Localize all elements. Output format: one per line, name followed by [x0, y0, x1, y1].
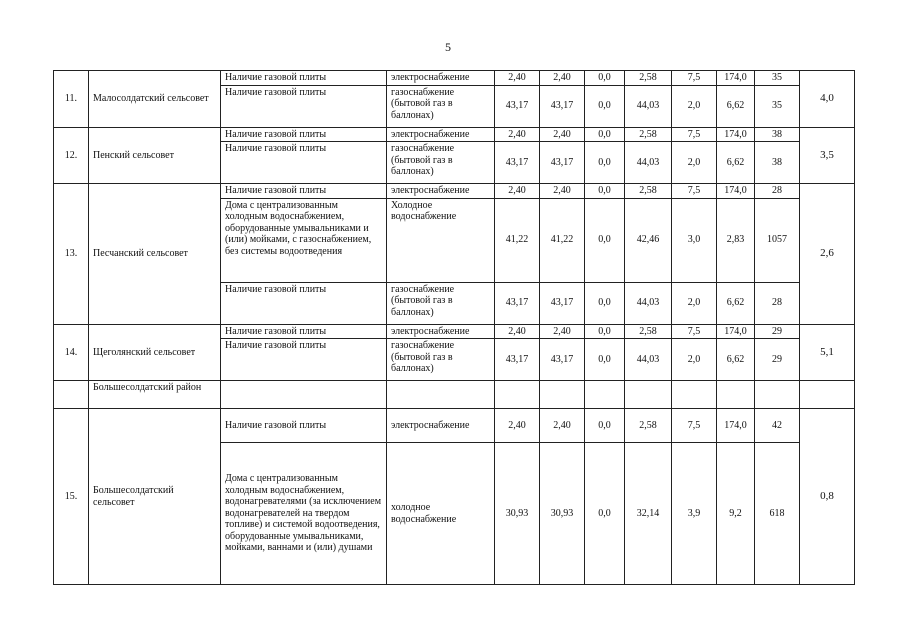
service-type: электроснабжение	[387, 71, 495, 86]
value-cell: 174,0	[717, 184, 755, 199]
value-cell: 618	[755, 443, 800, 585]
coefficient: 2,6	[800, 184, 855, 325]
value-cell: 2,40	[540, 184, 585, 199]
value-cell: 2,40	[540, 324, 585, 339]
service-type: газоснабжение (бытовой газ в баллонах)	[387, 85, 495, 127]
value-cell: 174,0	[717, 324, 755, 339]
value-cell: 174,0	[717, 127, 755, 142]
value-cell: 28	[755, 184, 800, 199]
value-cell: 42	[755, 409, 800, 443]
table-row	[54, 184, 855, 199]
service-type: Холодное водоснабжение	[387, 198, 495, 282]
row-number: 14.	[54, 324, 89, 381]
house-type: Наличие газовой плиты	[221, 142, 387, 184]
value-cell: 38	[755, 142, 800, 184]
value-cell: 0,0	[585, 339, 625, 381]
coefficient: 4,0	[800, 71, 855, 128]
value-cell: 0,0	[585, 184, 625, 199]
value-cell: 6,62	[717, 339, 755, 381]
value-cell: 9,2	[717, 443, 755, 585]
value-cell: 2,58	[625, 127, 672, 142]
value-cell: 2,58	[625, 71, 672, 86]
value-cell: 2,40	[495, 184, 540, 199]
value-cell: 41,22	[540, 198, 585, 282]
table-row	[54, 381, 855, 409]
tariff-table	[53, 70, 855, 585]
value-cell: 0,0	[585, 324, 625, 339]
value-cell: 35	[755, 71, 800, 86]
value-cell: 30,93	[495, 443, 540, 585]
value-cell: 6,62	[717, 85, 755, 127]
value-cell: 2,58	[625, 184, 672, 199]
house-type: Наличие газовой плиты	[221, 127, 387, 142]
value-cell: 3,9	[672, 443, 717, 585]
value-cell: 32,14	[625, 443, 672, 585]
value-cell: 2,0	[672, 142, 717, 184]
coefficient: 0,8	[800, 409, 855, 585]
value-cell: 2,58	[625, 409, 672, 443]
value-cell: 0,0	[585, 282, 625, 324]
page-number: 5	[445, 40, 451, 54]
settlement-name: Большесолдатский сельсовет	[89, 409, 221, 585]
coefficient: 3,5	[800, 127, 855, 184]
service-type: газоснабжение (бытовой газ в баллонах)	[387, 142, 495, 184]
value-cell: 7,5	[672, 127, 717, 142]
service-type: электроснабжение	[387, 127, 495, 142]
settlement-name: Пенский сельсовет	[89, 127, 221, 184]
value-cell: 43,17	[540, 142, 585, 184]
value-cell: 2,0	[672, 85, 717, 127]
house-type: Наличие газовой плиты	[221, 409, 387, 443]
value-cell: 44,03	[625, 282, 672, 324]
value-cell: 44,03	[625, 339, 672, 381]
house-type: Наличие газовой плиты	[221, 324, 387, 339]
value-cell: 2,58	[625, 324, 672, 339]
value-cell: 0,0	[585, 198, 625, 282]
value-cell: 2,40	[540, 127, 585, 142]
district-name: Большесолдатский район	[89, 381, 221, 409]
value-cell: 1057	[755, 198, 800, 282]
value-cell: 0,0	[585, 443, 625, 585]
table-row	[54, 409, 855, 443]
service-type: газоснабжение (бытовой газ в баллонах)	[387, 282, 495, 324]
value-cell: 7,5	[672, 71, 717, 86]
value-cell: 43,17	[540, 85, 585, 127]
value-cell: 0,0	[585, 409, 625, 443]
value-cell: 41,22	[495, 198, 540, 282]
settlement-name: Песчанский сельсовет	[89, 184, 221, 325]
row-number: 11.	[54, 71, 89, 128]
value-cell: 38	[755, 127, 800, 142]
value-cell: 2,40	[495, 71, 540, 86]
house-type: Дома с централизованным холодным водоснабжением, оборудованные умывальниками и (или) мойками, с газоснабжением, без системы водоотведения	[221, 198, 387, 282]
value-cell: 29	[755, 324, 800, 339]
settlement-name: Щеголянский сельсовет	[89, 324, 221, 381]
table-row	[54, 71, 855, 86]
table-row	[54, 324, 855, 339]
value-cell: 6,62	[717, 282, 755, 324]
value-cell: 44,03	[625, 142, 672, 184]
value-cell: 2,40	[495, 324, 540, 339]
settlement-name: Малосолдатский сельсовет	[89, 71, 221, 128]
value-cell: 2,0	[672, 339, 717, 381]
value-cell: 0,0	[585, 142, 625, 184]
value-cell: 2,40	[495, 127, 540, 142]
value-cell: 0,0	[585, 85, 625, 127]
value-cell: 2,83	[717, 198, 755, 282]
value-cell: 3,0	[672, 198, 717, 282]
value-cell: 2,40	[540, 71, 585, 86]
service-type: газоснабжение (бытовой газ в баллонах)	[387, 339, 495, 381]
value-cell: 43,17	[495, 282, 540, 324]
service-type: холодное водоснабжение	[387, 443, 495, 585]
value-cell: 174,0	[717, 409, 755, 443]
value-cell: 35	[755, 85, 800, 127]
value-cell: 43,17	[495, 339, 540, 381]
coefficient: 5,1	[800, 324, 855, 381]
value-cell: 7,5	[672, 184, 717, 199]
house-type: Дома с централизованным холодным водоснабжением, водонагревателями (за исключением водонагревателей на твердом топливе) и системой водоотведения, оборудованные умывальниками, мойками, ваннами и (или) душами	[221, 443, 387, 585]
house-type: Наличие газовой плиты	[221, 339, 387, 381]
value-cell: 28	[755, 282, 800, 324]
value-cell: 2,40	[495, 409, 540, 443]
service-type: электроснабжение	[387, 409, 495, 443]
value-cell: 174,0	[717, 71, 755, 86]
house-type: Наличие газовой плиты	[221, 71, 387, 86]
value-cell: 7,5	[672, 409, 717, 443]
value-cell: 42,46	[625, 198, 672, 282]
house-type: Наличие газовой плиты	[221, 282, 387, 324]
value-cell: 30,93	[540, 443, 585, 585]
value-cell: 2,0	[672, 282, 717, 324]
value-cell: 43,17	[495, 85, 540, 127]
service-type: электроснабжение	[387, 184, 495, 199]
value-cell: 0,0	[585, 71, 625, 86]
value-cell: 0,0	[585, 127, 625, 142]
value-cell: 29	[755, 339, 800, 381]
table-row	[54, 127, 855, 142]
house-type: Наличие газовой плиты	[221, 85, 387, 127]
value-cell: 43,17	[540, 282, 585, 324]
value-cell: 2,40	[540, 409, 585, 443]
row-number: 15.	[54, 409, 89, 585]
house-type: Наличие газовой плиты	[221, 184, 387, 199]
value-cell: 43,17	[540, 339, 585, 381]
value-cell: 44,03	[625, 85, 672, 127]
value-cell: 43,17	[495, 142, 540, 184]
value-cell: 6,62	[717, 142, 755, 184]
row-number: 13.	[54, 184, 89, 325]
value-cell: 7,5	[672, 324, 717, 339]
service-type: электроснабжение	[387, 324, 495, 339]
row-number: 12.	[54, 127, 89, 184]
